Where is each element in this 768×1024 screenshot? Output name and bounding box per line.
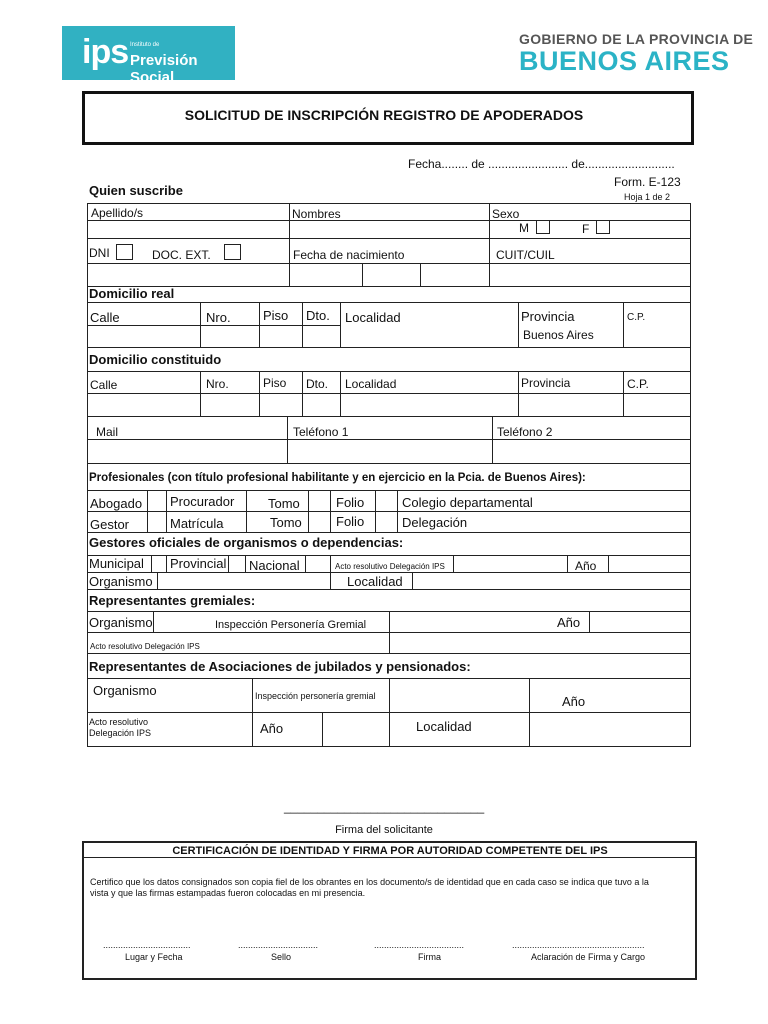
lugar-fecha-dots: ................................... [103, 940, 191, 950]
rule [87, 302, 691, 303]
rule [518, 371, 519, 416]
dc-cp-label: C.P. [627, 377, 649, 391]
rule [389, 611, 390, 653]
rule [308, 490, 309, 532]
gremiales-acto-label: Acto resolutivo Delegación IPS [90, 642, 200, 651]
rule [608, 555, 609, 572]
rule [153, 611, 154, 632]
date-line: Fecha........ de ........................ de........................... [408, 157, 675, 171]
dr-provincia-value: Buenos Aires [523, 328, 594, 342]
municipal-label: Municipal [89, 556, 144, 571]
rule [623, 371, 624, 416]
cuit-label: CUIT/CUIL [496, 248, 555, 262]
nacional-label: Nacional [249, 558, 300, 573]
doc-ext-label: DOC. EXT. [152, 248, 211, 262]
rule [87, 393, 691, 394]
colegio-label: Colegio departamental [402, 495, 533, 510]
lugar-fecha-label: Lugar y Fecha [125, 952, 183, 962]
quien-suscribe-label: Quien suscribe [89, 183, 183, 198]
ips-logo [62, 26, 235, 86]
signature-line: ______________________________ [284, 800, 485, 814]
jubilados-title: Representantes de Asociaciones de jubilados y pensionados: [89, 659, 471, 674]
matricula-label: Matrícula [170, 516, 224, 531]
rule [87, 746, 691, 747]
rule [246, 490, 247, 532]
rule [87, 416, 691, 417]
dc-localidad-label: Localidad [345, 377, 397, 391]
table-right-border [690, 203, 691, 747]
rule [302, 371, 303, 416]
rule [166, 555, 167, 572]
rule [305, 555, 306, 572]
aclaracion-dots: ..................................................... [512, 940, 645, 950]
profesionales-title: Profesionales (con título profesional habilitante y en ejercicio en la Pcia. de Buenos Aires): [89, 472, 586, 484]
tomo1-label: Tomo [268, 496, 300, 511]
domicilio-real-title: Domicilio real [89, 286, 175, 301]
rule [518, 302, 519, 347]
cuit-input[interactable] [490, 264, 690, 286]
ips-logo-name: Previsión Social [130, 52, 198, 86]
certification-title: CERTIFICACIÓN DE IDENTIDAD Y FIRMA POR AUTORIDAD COMPETENTE DEL IPS [172, 845, 608, 857]
dr-provincia-label: Provincia [521, 309, 575, 324]
rule [330, 555, 331, 572]
dr-nro-label: Nro. [206, 310, 231, 325]
gestores-anio-label: Año [575, 559, 597, 573]
folio1-label: Folio [336, 495, 365, 510]
certification-text-line1: Certifico que los datos consignados son copia fiel de los obrantes en los documento/s de identidad que en cada caso se indica que tuvo a la [90, 877, 649, 887]
dr-calle-label: Calle [90, 310, 120, 325]
rule [228, 555, 229, 572]
telefono2-input[interactable] [493, 440, 690, 463]
dc-dto-label: Dto. [306, 377, 329, 391]
mail-input[interactable] [88, 440, 286, 463]
dc-calle-label: Calle [90, 378, 118, 392]
page-count: Hoja 1 de 2 [624, 192, 671, 202]
domicilio-constituido-title: Domicilio constituido [89, 352, 222, 367]
folio2-label: Folio [336, 514, 365, 529]
delegacion-label: Delegación [402, 515, 468, 530]
rule [87, 589, 691, 590]
apellido-input[interactable] [88, 221, 288, 238]
rule [200, 371, 201, 416]
sexo-f-label: F [582, 222, 590, 236]
rule [87, 347, 691, 348]
gov-logo-line1: GOBIERNO DE LA PROVINCIA DE [519, 31, 754, 47]
gremiales-inspeccion-label: Inspección Personería Gremial [215, 619, 367, 631]
dc-nro-label: Nro. [206, 377, 229, 391]
fecha-nacimiento-label: Fecha de nacimiento [293, 248, 405, 262]
rule [252, 678, 253, 746]
sello-label: Sello [271, 952, 292, 962]
gestores-organismo-label: Organismo [89, 574, 153, 589]
gestores-title: Gestores oficiales de organismos o dependencias: [89, 535, 404, 550]
ips-logo-mark: ips [82, 33, 129, 71]
doc-ext-checkbox[interactable] [224, 244, 241, 260]
jubilados-organismo-label: Organismo [93, 683, 157, 698]
dr-calle-input[interactable] [88, 326, 199, 347]
firma-label: Firma [418, 952, 441, 962]
aclaracion-label: Aclaración de Firma y Cargo [531, 952, 646, 962]
sello-dots: ................................ [238, 940, 319, 950]
gestores-localidad-label: Localidad [347, 574, 403, 589]
rule [87, 532, 691, 533]
rule [623, 302, 624, 347]
rule [245, 555, 246, 572]
jubilados-anio2-label: Año [260, 721, 284, 736]
procurador-label: Procurador [170, 494, 235, 509]
gremiales-title: Representantes gremiales: [89, 593, 256, 608]
sexo-m-label: M [519, 221, 529, 235]
sexo-label: Sexo [492, 207, 520, 221]
rule [87, 511, 691, 512]
apellido-label: Apellido/s [91, 206, 144, 220]
rule [157, 572, 158, 589]
rule [453, 555, 454, 572]
nombres-input[interactable] [290, 221, 488, 238]
rule [259, 302, 260, 347]
nombres-label: Nombres [292, 207, 341, 221]
telefono2-label: Teléfono 2 [497, 425, 553, 439]
telefono1-input[interactable] [288, 440, 491, 463]
rule [420, 263, 421, 286]
rule [330, 490, 331, 532]
ips-logo-subtitle: Instituto de [130, 42, 160, 48]
rule [529, 678, 530, 746]
dr-localidad-label: Localidad [345, 310, 401, 325]
rule [567, 555, 568, 572]
gremiales-organismo-label: Organismo [89, 615, 153, 630]
rule [87, 203, 691, 204]
jubilados-acto-line1: Acto resolutivo [89, 717, 149, 727]
rule [397, 490, 398, 532]
jubilados-localidad-label: Localidad [416, 719, 472, 734]
rule [412, 572, 413, 589]
rule [87, 463, 691, 464]
rule [389, 678, 390, 712]
rule [289, 238, 290, 286]
gestores-acto-label: Acto resolutivo Delegación IPS [335, 562, 445, 571]
dni-checkbox[interactable] [116, 244, 133, 260]
jubilados-acto-line2: Delegación IPS [89, 728, 152, 738]
rule [200, 302, 201, 347]
rule [259, 371, 260, 416]
form-number: Form. E-123 [614, 175, 681, 189]
rule [389, 712, 390, 746]
rule [589, 611, 590, 632]
rule [151, 555, 152, 572]
rule [330, 572, 331, 589]
provincial-label: Provincial [170, 556, 227, 571]
rule [87, 286, 691, 287]
rule [362, 263, 363, 286]
sexo-m-checkbox[interactable] [536, 220, 550, 234]
rule [375, 490, 376, 532]
rule [87, 490, 691, 491]
signature-label: Firma del solicitante [335, 824, 433, 836]
dni-label: DNI [89, 246, 110, 260]
page-title: SOLICITUD DE INSCRIPCIÓN REGISTRO DE APODERADOS [184, 107, 584, 123]
rule [147, 490, 148, 532]
dr-dto-label: Dto. [306, 308, 330, 323]
rule [87, 371, 691, 372]
jubilados-anio1-label: Año [562, 694, 586, 709]
telefono1-label: Teléfono 1 [293, 425, 349, 439]
abogado-label: Abogado [90, 496, 143, 511]
rule [322, 712, 323, 746]
rule [166, 490, 167, 532]
dr-cp-label: C.P. [627, 312, 646, 323]
documento-input[interactable] [88, 264, 288, 286]
mail-label: Mail [96, 425, 119, 439]
gestor-label: Gestor [90, 517, 130, 532]
dc-provincia-label: Provincia [521, 376, 571, 390]
gov-logo-line2: BUENOS AIRES [519, 46, 730, 76]
rule [87, 238, 691, 239]
rule [340, 371, 341, 416]
sexo-f-checkbox[interactable] [596, 220, 610, 234]
firma-dots: .................................... [374, 940, 465, 950]
rule [489, 203, 490, 238]
certification-text-line2: vista y que las firmas estampadas fueron colocadas en mi presencia. [90, 888, 366, 898]
dr-piso-label: Piso [263, 308, 289, 323]
tomo2-label: Tomo [270, 515, 302, 530]
gremiales-anio-label: Año [557, 615, 581, 630]
rule [302, 302, 303, 347]
rule [340, 302, 341, 347]
dc-piso-label: Piso [263, 376, 287, 390]
jubilados-inspeccion-label: Inspección personería gremial [255, 691, 376, 701]
